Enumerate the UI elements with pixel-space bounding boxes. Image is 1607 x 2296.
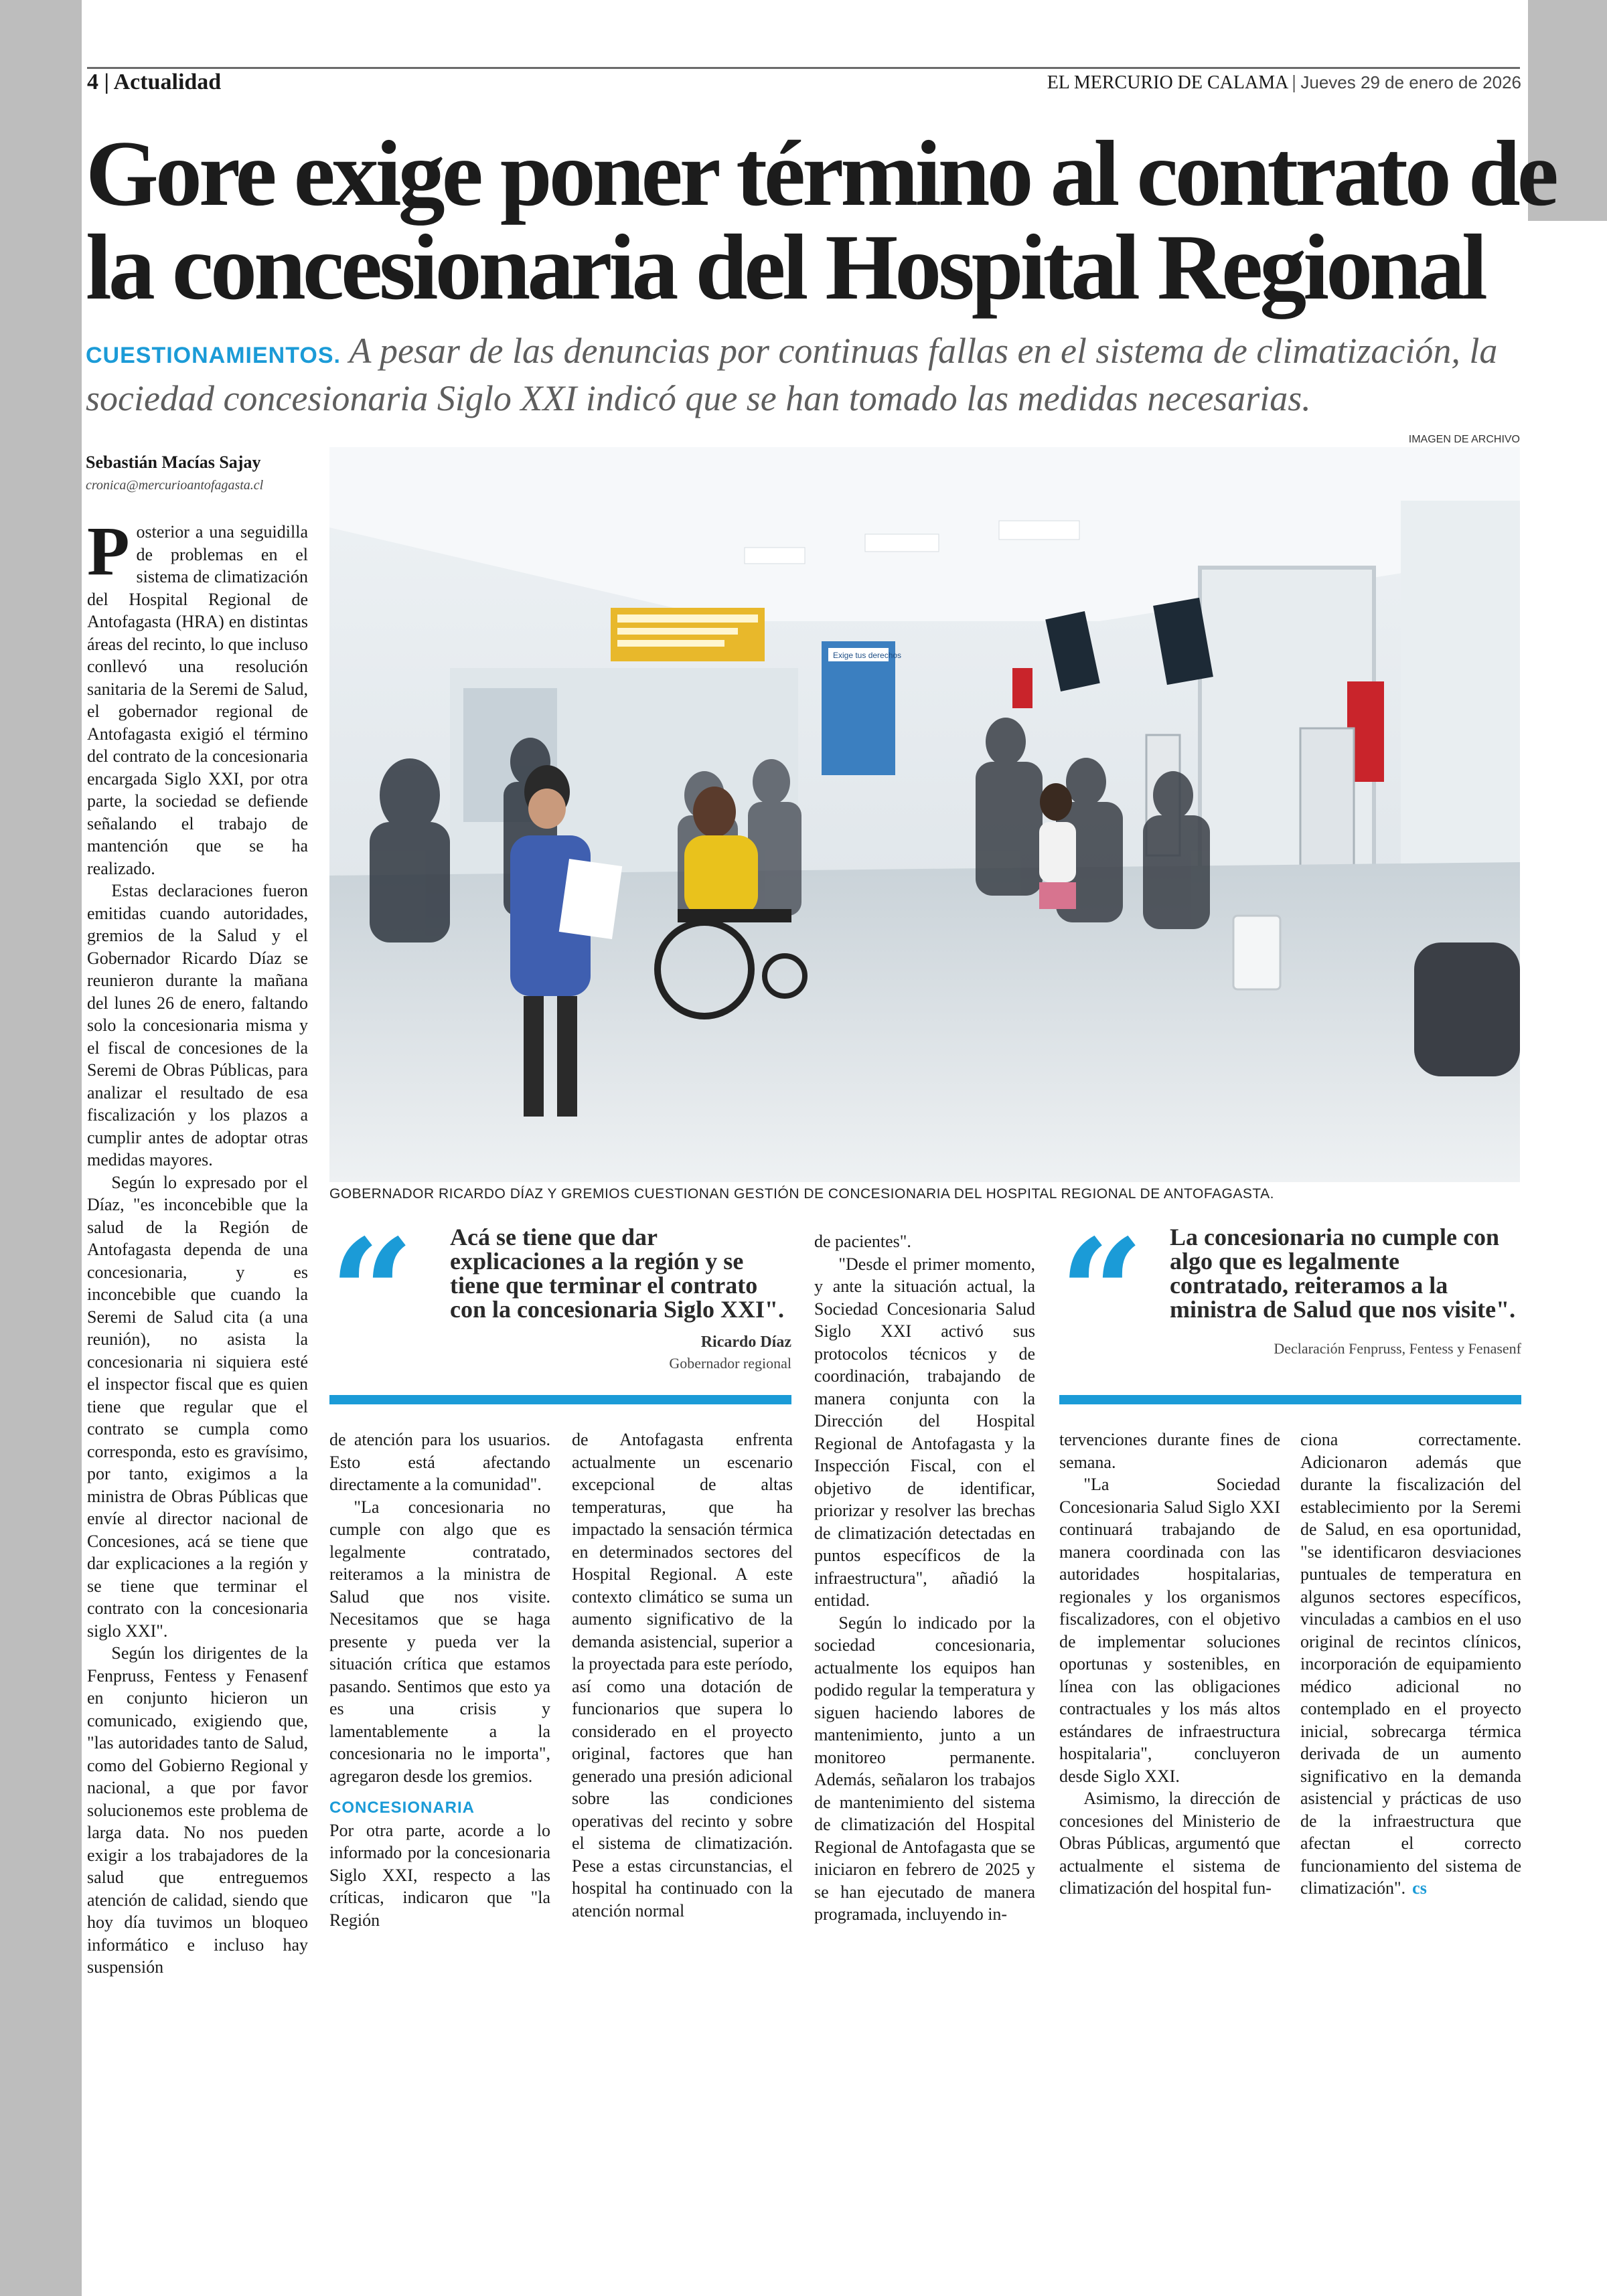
- paragraph: de atención para los usuarios. Esto está afectando directamente a la comunidad".: [329, 1430, 550, 1494]
- paragraph: Estas declaraciones fueron emitidas cuando autoridades, gremios de la Salud y el Gobernador Ricardo Díaz se reunieron durante la mañana del lunes 26 de enero, faltando solo la concesionaria misma y el fiscal de concesiones de la Seremi de Obras Públicas, para analizar el resultado de esa fiscalización y los plazos a cumplir antes de adoptar otras medidas mayores.: [87, 881, 308, 1169]
- article-column-1: [87, 513, 308, 1979]
- paragraph: Asimismo, la dirección de concesiones del Ministerio de Obras Públicas, argumentó que actualmente el sistema de climatización del hospital fun-: [1059, 1789, 1280, 1898]
- pull-quote-diaz: [329, 1206, 791, 1394]
- deck-kicker: CUESTIONAMIENTOS.: [86, 343, 341, 368]
- headline-line-2: la concesionaria del Hospital Regional: [86, 216, 1484, 319]
- deck: [86, 329, 1525, 420]
- publication-name: EL MERCURIO DE CALAMA: [1047, 72, 1288, 93]
- quote-author: Ricardo Díaz: [700, 1333, 791, 1351]
- byline: [86, 453, 307, 493]
- section-header: 4 | Actualidad: [87, 70, 222, 94]
- subheading: CONCESIONARIA: [329, 1799, 475, 1817]
- pull-quote-gremios: [1059, 1206, 1521, 1394]
- paragraph: Según lo indicado por la sociedad concesionaria, actualmente los equipos han podido regular la temperatura y siguen haciendo labores de mantenimiento, junto a un monitoreo permanente. Además, señalaron los trabajos de mantenimiento del sistema de climatización del Hospital Regional de Antofagasta que se iniciaron en febrero de 2025 y se han ejecutado de manera programada, incluyendo in-: [814, 1613, 1035, 1924]
- paragraph: de Antofagasta enfrenta actualmente un escenario excepcional de altas temperaturas, que ha impactado la sensación térmica en determinados sectores del Hospital Regional. A este contexto climático se suma un aumento significativo de la demanda asistencial, superior a la proyectada para este período, así como una dotación de funcionarios que supera lo considerado en el proyecto original, factores que han generado una presión adicional sobre las condiciones operativas del recinto y sobre el sistema de climatización. Pese a estas circunstancias, el hospital ha continuado con la atención normal: [572, 1430, 793, 1920]
- hospital-hall-illustration: [329, 447, 1520, 1182]
- quote-author: Declaración Fenpruss, Fentess y Fenasenf: [1274, 1340, 1521, 1357]
- quote-text: Acá se tiene que dar explicaciones a la región y se tiene que terminar el contrato con la concesionaria Siglo XXI".: [450, 1224, 784, 1323]
- article-column-5: [1059, 1428, 1280, 1900]
- paragraph: Según lo expresado por el Díaz, "es inconcebible que la salud de la Región de Antofagasta dependa de una concesionaria, y es inconcebible que cuando la Seremi de Salud cita (a una reunión), no asista la concesionaria ni siquiera esté el inspector fiscal que es quien tiene que regular que el contrato se cumpla como corresponda, esto es gravísimo, por tanto, exigimos a la ministra de Obras Públicas que envíe al director nacional de Concesiones, acá se tiene que dar explicaciones a la región y se tiene que terminar el contrato con la concesionaria siglo XXI".: [87, 1172, 308, 1641]
- open-quote-icon: “: [1059, 1206, 1144, 1380]
- article-column-2: [329, 1428, 550, 1931]
- open-quote-icon: “: [329, 1206, 414, 1380]
- paragraph: "La Sociedad Concesionaria Salud Siglo XXI continuará trabajando de manera coordinada con las autoridades hospitalarias, regionales y los organismos fiscalizadores, con el objetivo de implementar soluciones oportunas y sostenibles, en línea con las obligaciones contractuales y los más altos estándares de infraestructura hospitalaria", concluyeron desde Siglo XXI.: [1059, 1475, 1280, 1786]
- page-number: 4: [87, 70, 98, 94]
- paragraph: ciona correctamente. Adicionaron además que durante la fiscalización del establecimiento por la Seremi de Salud, en esa oportunidad, "se identificaron desviaciones puntuales de temperatura en algunos sectores específicos, vinculadas a cambios en el uso original de recintos clínicos, incorporación de equipamiento médico adicional no contemplado en el proyecto inicial, sobrecarga térmica derivada de un aumento significativo en la demanda asistencial y prácticas de uso de la infraestructura que afectan el correcto funcionamiento del sistema de climatización".: [1300, 1430, 1521, 1898]
- headline: [86, 122, 1555, 319]
- author-name: Sebastián Macías Sajay: [86, 453, 261, 472]
- author-email: cronica@mercurioantofagasta.cl: [86, 478, 264, 493]
- drop-cap: P: [87, 513, 130, 590]
- paragraph: "Desde el primer momento, y ante la situación actual, la Sociedad Concesionaria Salud Siglo XXI activó sus protocolos técnicos y de coordinación, trabajando de manera conjunta con la Dirección del Hospital Regional de Antofagasta y la Inspección Fiscal, con el objetivo de identificar, priorizar y resolver las brechas de climatización detectadas en puntos específicos de la infraestructura", añadió la entidad.: [814, 1254, 1035, 1610]
- quote-rule: [1059, 1395, 1521, 1404]
- image-credit: IMAGEN DE ARCHIVO: [1408, 434, 1520, 445]
- quote-rule: [329, 1395, 791, 1404]
- paragraph: Según los dirigentes de la Fenpruss, Fentess y Fenasenf en conjunto hicieron un comunicado, exigiendo que, "las autoridades tanto de Salud, como del Gobierno Regional y nacional, a que por favor solucionemos este problema de larga data. No nos pueden exigir a los trabajadores de la salud que entreguemos atención de calidad, siendo que hoy día tuvimos un bloqueo informático e incluso hay suspensión: [87, 1643, 308, 1977]
- paragraph: Por otra parte, acorde a lo informado por la concesionaria Siglo XXI, respecto a las críticas, indicaron que "la Región: [329, 1820, 550, 1930]
- paragraph: tervenciones durante fines de semana.: [1059, 1430, 1280, 1472]
- section-name: Actualidad: [113, 70, 222, 94]
- article-column-6: [1300, 1428, 1521, 1900]
- publication-date: Jueves 29 de enero de 2026: [1300, 72, 1521, 92]
- photo-caption: GOBERNADOR RICARDO DÍAZ Y GREMIOS CUESTIONAN GESTIÓN DE CONCESIONARIA DEL HOSPITAL REGIONAL DE ANTOFAGASTA.: [329, 1186, 1274, 1202]
- article-column-3: [572, 1428, 793, 1922]
- paragraph: osterior a una seguidilla de problemas en el sistema de climatización del Hospital Regional de Antofagasta (HRA) en distintas áreas del recinto, lo que incluso conllevó una resolución sanitaria de la Seremi de Salud, el gobernador regional de Antofagasta exigió el término del contrato de la concesionaria encargada Siglo XXI, por otra parte, la sociedad se defiende señalando el trabajo de mantención que se ha realizado.: [87, 522, 308, 878]
- headline-line-1: Gore exige poner término al contrato de: [86, 122, 1555, 226]
- quote-text: La concesionaria no cumple con algo que es legalmente contratado, reiteramos a la ministra de Salud que nos visite".: [1170, 1224, 1516, 1323]
- deck-text: A pesar de las denuncias por continuas fallas en el sistema de climatización, la sociedad concesionaria Siglo XXI indicó que se han tomado las medidas necesarias.: [86, 331, 1498, 418]
- header-rule: [87, 67, 1520, 69]
- article-column-4: [814, 1230, 1035, 1926]
- hospital-photo: [329, 447, 1520, 1182]
- quote-role: Gobernador regional: [669, 1355, 791, 1372]
- paragraph: "La concesionaria no cumple con algo que es legalmente contratado, reiteramos a la ministra de Salud que nos visite. Necesitamos que se haga presente y pueda ver la situación crítica que estamos pasando. Sentimos que esto ya es una crisis y lamentablemente a la concesionaria no le importa", agregaron desde los gremios.: [329, 1497, 550, 1786]
- poster-text: Exige tus derechos: [833, 651, 902, 660]
- paragraph: de pacientes".: [814, 1232, 911, 1251]
- end-mark-icon: cs: [1412, 1878, 1427, 1898]
- publication-header: EL MERCURIO DE CALAMA | Jueves 29 de enero de 2026: [1047, 72, 1521, 93]
